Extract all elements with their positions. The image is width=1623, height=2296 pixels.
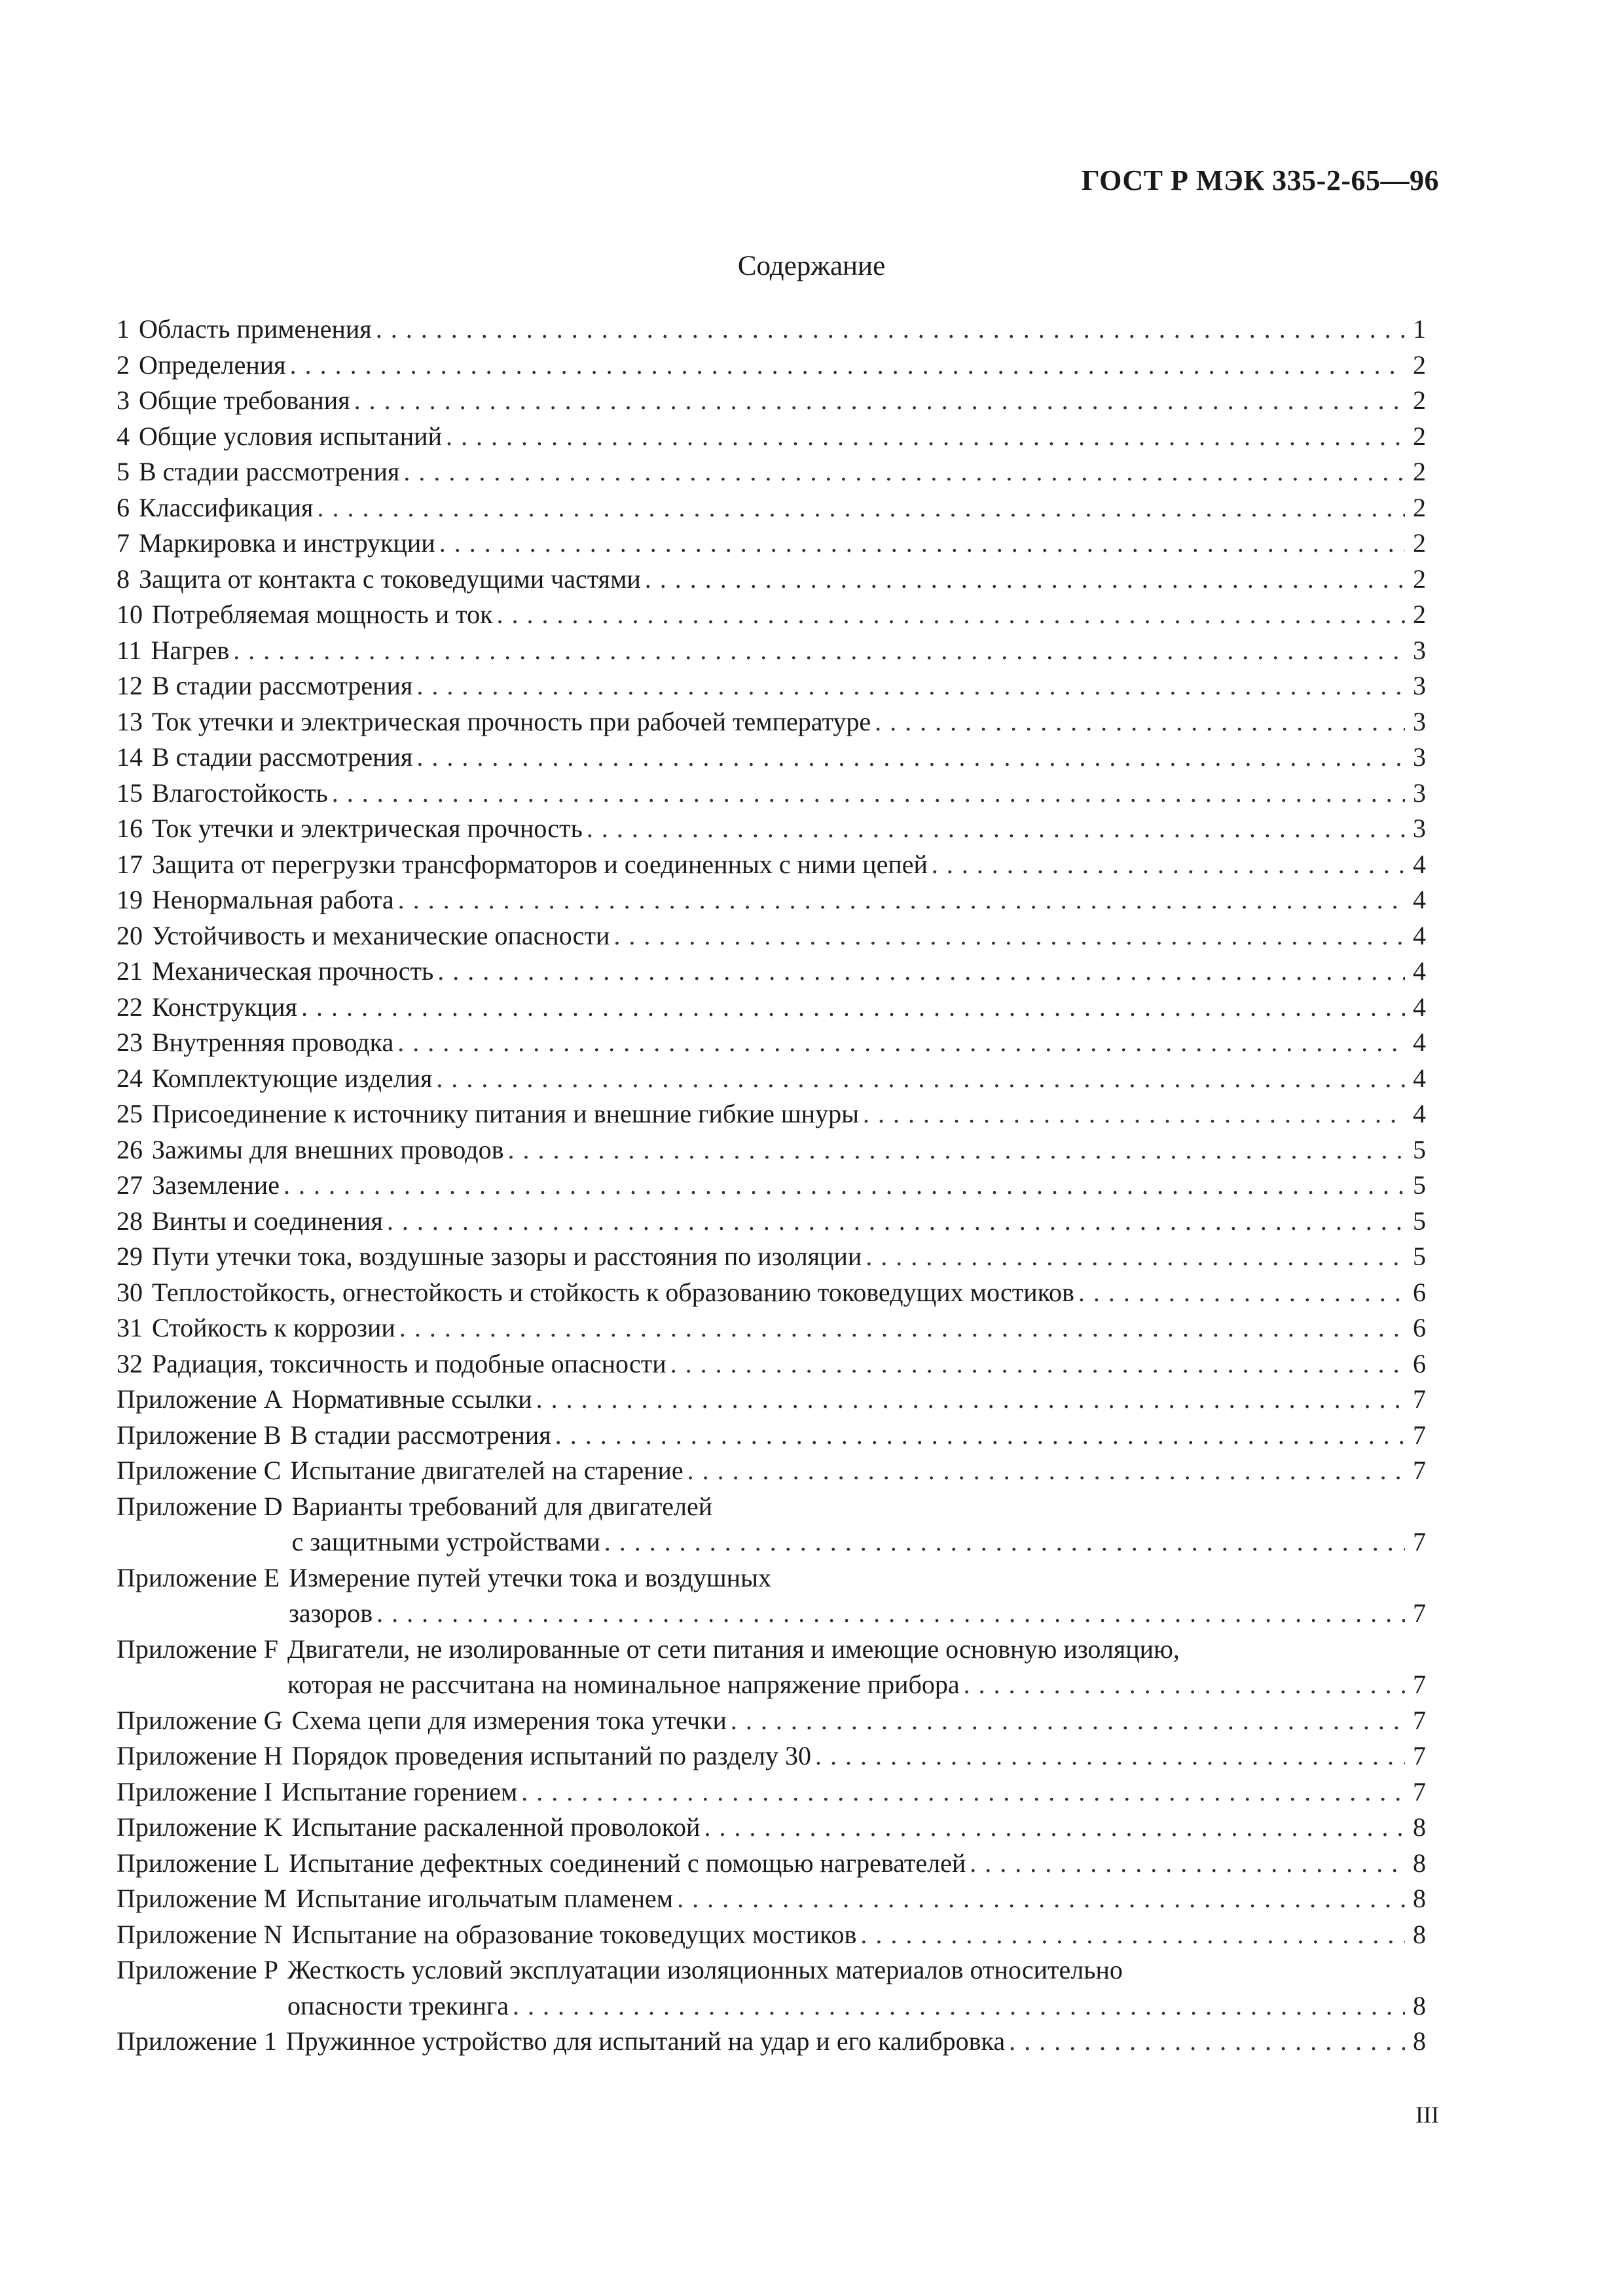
toc-entry-title: Ненормальная работа (152, 885, 394, 914)
toc-entry-number: Приложение L (117, 1848, 280, 1878)
toc-entry-number: 20 (117, 920, 143, 950)
toc-entry-page: 7 (1413, 1384, 1426, 1414)
toc-entry-number: Приложение D (117, 1491, 283, 1521)
toc-entry-title: Ток утечки и электрическая прочность (152, 814, 583, 843)
toc-entry-page: 4 (1413, 885, 1426, 914)
dot-leader (811, 1738, 1405, 1774)
toc-entry-number: 14 (117, 742, 143, 772)
toc-entry-number: 7 (117, 528, 130, 558)
dot-leader (435, 526, 1405, 562)
toc-entry (117, 990, 1426, 1026)
toc-entry-title: Классификация (139, 492, 314, 522)
toc-entry-page: 5 (1413, 1206, 1426, 1236)
toc-entry-title: Маркировка и инструкции (139, 528, 435, 558)
toc-entry-title: Испытание игольчатым пламенем (296, 1884, 674, 1913)
dot-leader (859, 1096, 1405, 1132)
toc-entry-number: 8 (117, 564, 130, 594)
toc-entry-title: Защита от перегрузки трансформаторов и соединенных с ними цепей (152, 849, 928, 879)
dot-leader (856, 1917, 1405, 1953)
toc-entry-title: В стадии рассмотрения (139, 457, 400, 486)
toc-entry-page: 3 (1413, 778, 1426, 808)
toc-entry-title: В стадии рассмотрения (152, 671, 413, 700)
toc-entry (117, 1917, 1426, 1953)
toc-entry (117, 954, 1426, 990)
toc-entry-title: Общие требования (139, 386, 350, 415)
dot-leader (328, 776, 1405, 812)
toc-entry-page: 4 (1413, 1099, 1426, 1128)
toc-entry-page: 3 (1413, 706, 1426, 736)
dot-leader (600, 1524, 1405, 1560)
toc-entry-number: 27 (117, 1170, 143, 1200)
toc-entry (117, 562, 1426, 598)
toc-entry (117, 1025, 1426, 1061)
dot-leader (350, 383, 1405, 419)
toc-entry-page: 4 (1413, 920, 1426, 950)
toc-entry-title: опасности трекинга (287, 1990, 509, 2020)
toc-entry (117, 419, 1426, 455)
toc-entry (117, 918, 1426, 954)
toc-entry-title: Общие условия испытаний (139, 421, 442, 451)
toc-entry (117, 1310, 1426, 1346)
toc-entry-page: 4 (1413, 1063, 1426, 1093)
toc-entry-title: Внутренняя проводка (152, 1028, 394, 1057)
toc-entry (117, 1453, 1426, 1489)
toc-entry (117, 1632, 1426, 1703)
toc-entry-title: Порядок проведения испытаний по разделу 30 (291, 1741, 811, 1770)
toc-entry-title: Винты и соединения (152, 1206, 383, 1236)
toc-entry (117, 1346, 1426, 1382)
toc-entry-page: 3 (1413, 635, 1426, 665)
toc-entry-page: 4 (1413, 956, 1426, 986)
toc-entry-page: 2 (1413, 457, 1426, 486)
toc-entry-number: 15 (117, 778, 143, 808)
toc-entry-title: Механическая прочность (152, 956, 434, 986)
toc-entry (117, 776, 1426, 812)
dot-leader (583, 811, 1405, 847)
toc-entry-number: Приложение G (117, 1705, 283, 1735)
toc-entry-number: 17 (117, 849, 143, 879)
toc-entry-title: Испытание двигателей на старение (290, 1456, 684, 1485)
toc-entry-page: 2 (1413, 528, 1426, 558)
toc-entry-number: Приложение F (117, 1634, 278, 1664)
dot-leader (432, 1061, 1405, 1097)
toc-entry-title: Пути утечки тока, воздушные зазоры и расстояния по изоляции (152, 1242, 862, 1271)
toc-entry-page: 3 (1413, 814, 1426, 843)
toc-entry (117, 1810, 1426, 1846)
dot-leader (509, 1988, 1405, 2024)
toc-entry (117, 811, 1426, 847)
toc-entry-number: Приложение I (117, 1776, 273, 1806)
toc-entry-number: 29 (117, 1242, 143, 1271)
toc-entry-number: 24 (117, 1063, 143, 1093)
dot-leader (504, 1132, 1406, 1168)
toc-entry-page: 7 (1413, 1741, 1426, 1770)
toc-entry-page: 8 (1413, 1848, 1426, 1878)
toc-entry-title: Пружинное устройство для испытаний на удар и его калибровка (285, 2026, 1006, 2056)
toc-entry-title: Жесткость условий эксплуатации изоляционных материалов относительно (287, 1955, 1123, 1984)
toc-entry-number: Приложение K (117, 1812, 283, 1842)
toc-entry (117, 1738, 1426, 1774)
dot-leader (313, 490, 1405, 526)
toc-entry-number: Приложение 1 (117, 2026, 277, 2056)
toc-entry (117, 740, 1426, 776)
toc-entry-page: 7 (1413, 1705, 1426, 1735)
dot-leader (641, 562, 1405, 598)
toc-entry (117, 668, 1426, 704)
toc-entry-title: Варианты требований для двигателей (291, 1491, 713, 1521)
page-number: III (1415, 2102, 1439, 2128)
toc-entry (117, 1703, 1426, 1739)
dot-leader (395, 1310, 1405, 1346)
toc-entry-title: Определения (139, 350, 286, 380)
dot-leader (229, 633, 1405, 669)
table-of-contents (117, 312, 1426, 2060)
toc-entry-page: 4 (1413, 1028, 1426, 1057)
toc-entry-page: 2 (1413, 386, 1426, 415)
toc-entry-number: Приложение A (117, 1384, 283, 1414)
toc-entry-page: 8 (1413, 1884, 1426, 1913)
toc-entry-title: Двигатели, не изолированные от сети питания и имеющие основную изоляцию, (287, 1634, 1180, 1664)
toc-entry-number: 5 (117, 457, 130, 486)
dot-leader (610, 918, 1405, 954)
toc-entry-page: 7 (1413, 1527, 1426, 1556)
dot-leader (673, 1881, 1405, 1917)
toc-entry-title: с защитными устройствами (291, 1527, 600, 1556)
toc-entry-page: 6 (1413, 1313, 1426, 1342)
dot-leader (280, 1168, 1405, 1204)
dot-leader (493, 597, 1405, 633)
dot-leader (700, 1810, 1405, 1846)
toc-entry (117, 1774, 1426, 1810)
toc-entry-title: В стадии рассмотрения (290, 1420, 551, 1450)
toc-entry-page: 7 (1413, 1420, 1426, 1450)
toc-entry-number: 26 (117, 1134, 143, 1164)
toc-entry (117, 1382, 1426, 1418)
dot-leader (286, 348, 1405, 384)
toc-entry-page: 2 (1413, 421, 1426, 451)
toc-entry (117, 454, 1426, 490)
dot-leader (1005, 2024, 1405, 2060)
toc-entry-title: Радиация, токсичность и подобные опасности (152, 1348, 666, 1378)
toc-entry-title: Теплостойкость, огнестойкость и стойкость к образованию токоведущих мостиков (152, 1277, 1074, 1307)
toc-entry-page: 7 (1413, 1456, 1426, 1485)
toc-entry-title: Испытание горением (282, 1776, 518, 1806)
toc-entry-number: 32 (117, 1348, 143, 1378)
toc-entry-number: 10 (117, 600, 143, 629)
toc-entry (117, 597, 1426, 633)
toc-entry-page: 5 (1413, 1134, 1426, 1164)
toc-entry (117, 1132, 1426, 1168)
toc-entry (117, 526, 1426, 562)
toc-entry-number: Приложение C (117, 1456, 282, 1485)
toc-entry-page: 8 (1413, 1812, 1426, 1842)
dot-leader (399, 454, 1405, 490)
dot-leader (871, 704, 1405, 740)
toc-entry-number: 6 (117, 492, 130, 522)
toc-entry-page: 3 (1413, 742, 1426, 772)
toc-entry (117, 847, 1426, 883)
toc-entry-number: 13 (117, 706, 143, 736)
toc-entry-number: Приложение N (117, 1919, 283, 1949)
dot-leader (551, 1418, 1405, 1454)
toc-entry-title: Заземление (152, 1170, 280, 1200)
dot-leader (373, 1596, 1405, 1632)
toc-entry-title: Область применения (139, 314, 372, 344)
dot-leader (442, 419, 1405, 455)
toc-entry-page: 4 (1413, 849, 1426, 879)
dot-leader (394, 882, 1405, 918)
toc-entry-page: 3 (1413, 671, 1426, 700)
toc-entry-page: 5 (1413, 1242, 1426, 1271)
toc-entry (117, 1168, 1426, 1204)
dot-leader (666, 1346, 1405, 1382)
toc-entry (117, 1952, 1426, 2024)
toc-entry-number: 28 (117, 1206, 143, 1236)
toc-entry-number: Приложение B (117, 1420, 282, 1450)
toc-entry-page: 2 (1413, 564, 1426, 594)
toc-entry-number: 11 (117, 635, 142, 665)
toc-entry-page: 6 (1413, 1277, 1426, 1307)
toc-entry-number: Приложение M (117, 1884, 287, 1913)
toc-entry-page: 6 (1413, 1348, 1426, 1378)
dot-leader (862, 1239, 1405, 1275)
toc-entry (117, 383, 1426, 419)
dot-leader (393, 1025, 1405, 1061)
toc-entry-number: 4 (117, 421, 130, 451)
toc-entry-number: Приложение P (117, 1955, 278, 1984)
toc-entry-number: 16 (117, 814, 143, 843)
toc-entry-title: Ток утечки и электрическая прочность при рабочей температуре (152, 706, 871, 736)
toc-entry-number: 30 (117, 1277, 143, 1307)
toc-entry-title: Испытание раскаленной проволокой (291, 1812, 701, 1842)
dot-leader (517, 1774, 1405, 1810)
toc-entry-number: 12 (117, 671, 143, 700)
toc-entry-number: 2 (117, 350, 130, 380)
dot-leader (412, 740, 1405, 776)
toc-entry-title: Нормативные ссылки (291, 1384, 532, 1414)
toc-entry-title: Испытание дефектных соединений с помощью нагревателей (289, 1848, 966, 1878)
toc-entry-number: 19 (117, 885, 143, 914)
toc-entry-page: 2 (1413, 350, 1426, 380)
toc-entry-page: 5 (1413, 1170, 1426, 1200)
toc-entry-title: зазоров (289, 1598, 373, 1628)
dot-leader (1074, 1275, 1405, 1311)
toc-entry (117, 704, 1426, 740)
toc-entry (117, 882, 1426, 918)
dot-leader (684, 1453, 1405, 1489)
toc-entry-title: Зажимы для внешних проводов (152, 1134, 504, 1164)
toc-entry (117, 1239, 1426, 1275)
document-code: ГОСТ Р МЭК 335-2-65—96 (1081, 164, 1439, 196)
toc-entry-number: Приложение H (117, 1741, 283, 1770)
toc-entry-title: Потребляемая мощность и ток (152, 600, 493, 629)
toc-entry (117, 1061, 1426, 1097)
toc-entry-title: Измерение путей утечки тока и воздушных (289, 1562, 771, 1592)
toc-entry-title: Устойчивость и механические опасности (152, 920, 610, 950)
toc-entry (117, 490, 1426, 526)
dot-leader (727, 1703, 1405, 1739)
toc-entry (117, 1204, 1426, 1240)
toc-entry-number: 22 (117, 992, 143, 1022)
toc-entry (117, 1846, 1426, 1882)
toc-entry (117, 1489, 1426, 1560)
dot-leader (960, 1667, 1405, 1703)
toc-entry-title: Испытание на образование токоведущих мостиков (291, 1919, 857, 1949)
dot-leader (297, 990, 1405, 1026)
dot-leader (532, 1382, 1405, 1418)
toc-entry-page: 4 (1413, 992, 1426, 1022)
toc-entry-title: Защита от контакта с токоведущими частями (139, 564, 641, 594)
dot-leader (372, 312, 1405, 348)
toc-entry-title: которая не рассчитана на номинальное напряжение прибора (287, 1670, 960, 1699)
toc-entry-title: Стойкость к коррозии (152, 1313, 395, 1342)
toc-entry-title: Схема цепи для измерения тока утечки (291, 1705, 727, 1735)
toc-entry (117, 1096, 1426, 1132)
toc-entry-page: 8 (1413, 1990, 1426, 2020)
toc-entry-page: 8 (1413, 2026, 1426, 2056)
toc-entry-title: Конструкция (152, 992, 297, 1022)
dot-leader (383, 1204, 1405, 1240)
toc-entry (117, 1881, 1426, 1917)
dot-leader (433, 954, 1405, 990)
toc-entry-number: 23 (117, 1028, 143, 1057)
toc-entry-title: Влагостойкость (152, 778, 328, 808)
toc-title: Содержание (737, 251, 886, 281)
toc-entry-number: 21 (117, 956, 143, 986)
toc-entry-title: В стадии рассмотрения (152, 742, 413, 772)
dot-leader (412, 668, 1405, 704)
toc-entry (117, 312, 1426, 348)
toc-entry-page: 1 (1413, 314, 1426, 344)
toc-entry-number: 1 (117, 314, 130, 344)
toc-entry (117, 1275, 1426, 1311)
toc-entry-number: 25 (117, 1099, 143, 1128)
dot-leader (928, 847, 1405, 883)
toc-entry-number: 31 (117, 1313, 143, 1342)
toc-entry-number: Приложение E (117, 1562, 280, 1592)
toc-entry-page: 2 (1413, 492, 1426, 522)
toc-entry (117, 348, 1426, 384)
toc-entry-number: 3 (117, 386, 130, 415)
toc-entry-page: 8 (1413, 1919, 1426, 1949)
toc-entry-page: 2 (1413, 600, 1426, 629)
toc-entry-title: Нагрев (151, 635, 230, 665)
toc-entry-page: 7 (1413, 1670, 1426, 1699)
toc-entry (117, 633, 1426, 669)
toc-entry-page: 7 (1413, 1598, 1426, 1628)
toc-entry-page: 7 (1413, 1776, 1426, 1806)
toc-entry (117, 1418, 1426, 1454)
dot-leader (966, 1846, 1405, 1882)
toc-entry-title: Присоединение к источнику питания и внешние гибкие шнуры (152, 1099, 859, 1128)
toc-entry (117, 2024, 1426, 2060)
toc-entry (117, 1560, 1426, 1632)
toc-entry-title: Комплектующие изделия (152, 1063, 433, 1093)
